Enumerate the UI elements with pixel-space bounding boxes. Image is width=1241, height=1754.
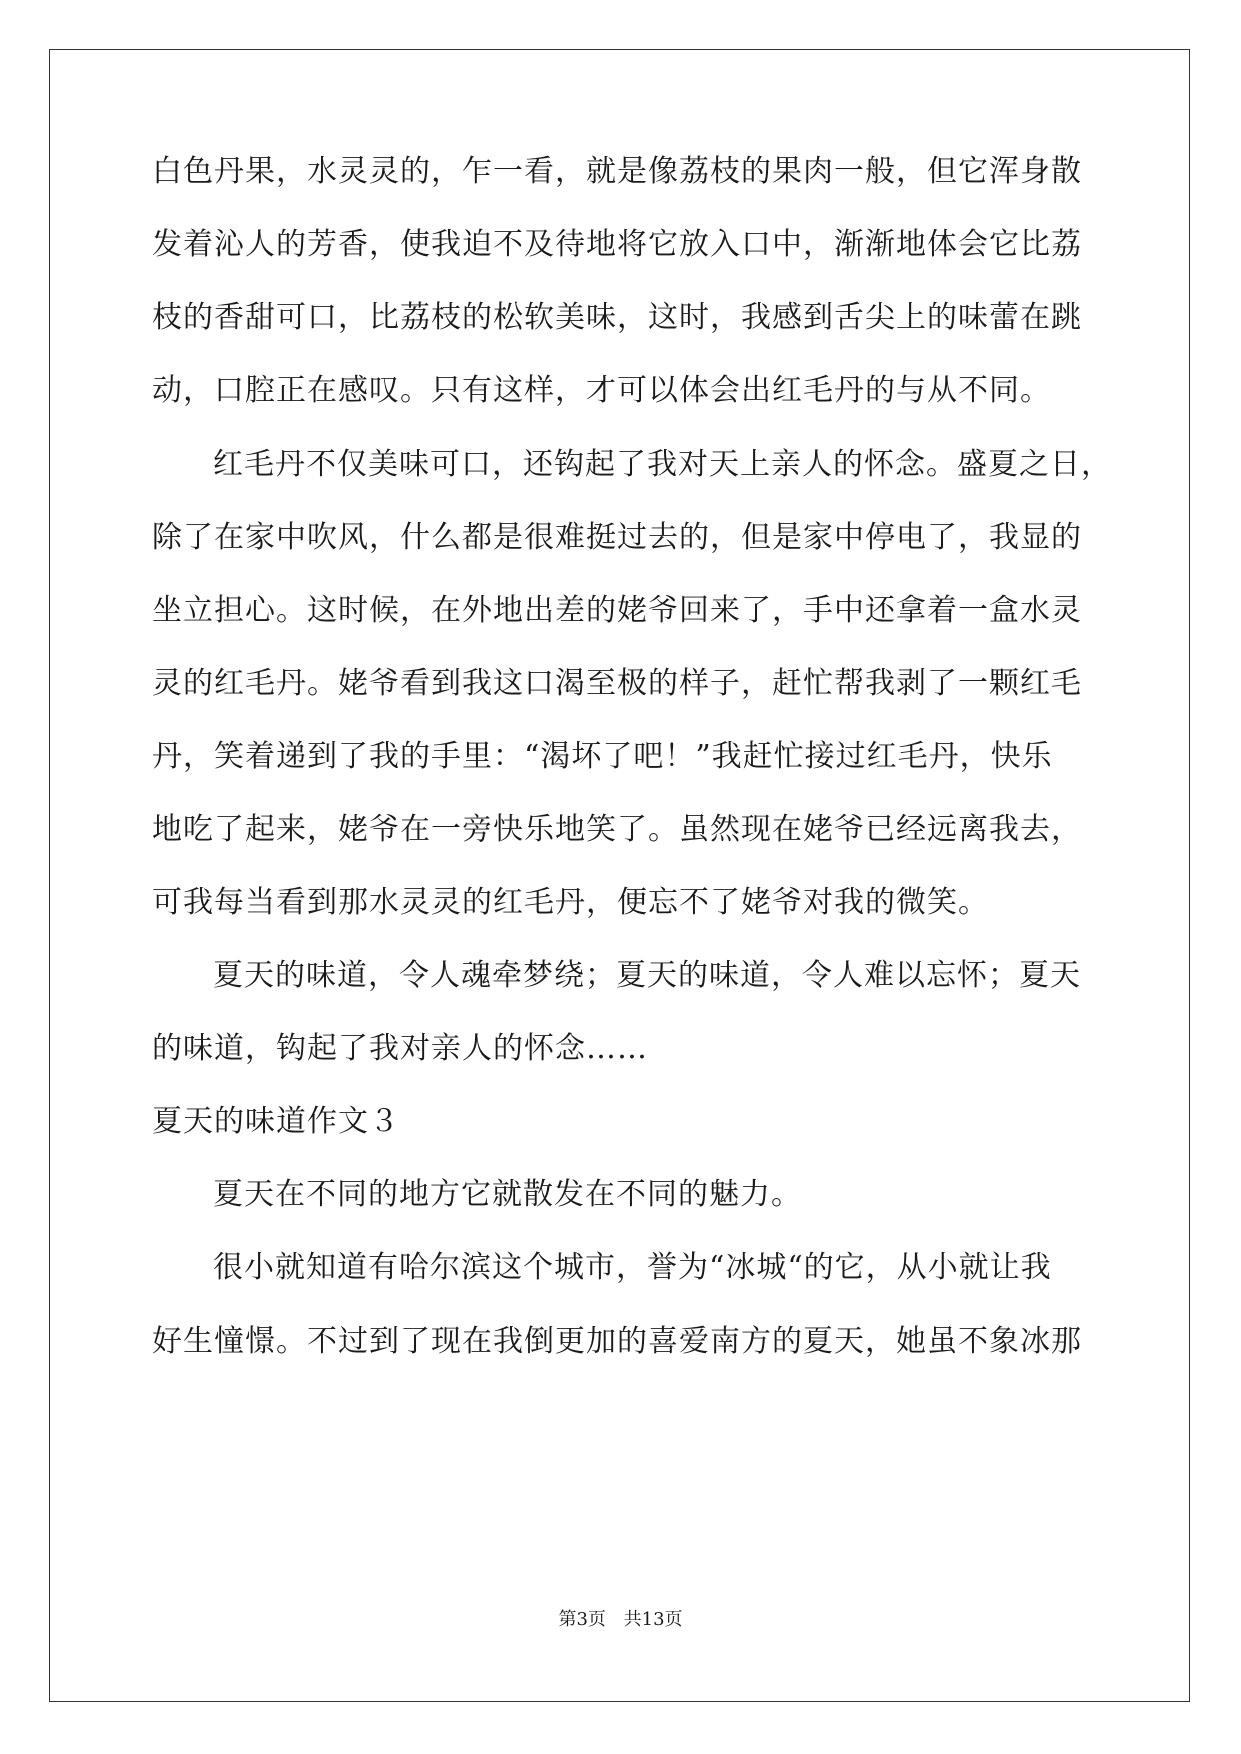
text-line: 夏天的味道，令人魂牵梦绕；夏天的味道，令人难以忘怀；夏天 [213, 958, 1081, 993]
text-line: 发着沁人的芳香，使我迫不及待地将它放入口中，渐渐地体会它比荔 [152, 227, 1082, 262]
page-total: 共13页 [623, 1609, 683, 1630]
text-line: 地吃了起来，姥爷在一旁快乐地笑了。虽然现在姥爷已经远离我去， [152, 812, 1082, 847]
text-line: 枝的香甜可口，比荔枝的松软美味，这时，我感到舌尖上的味蕾在跳 [152, 300, 1082, 335]
page-border [49, 49, 1190, 1702]
text-line: 动，口腔正在感叹。只有这样，才可以体会出红毛丹的与从不同。 [152, 373, 1051, 408]
text-line: 的味道，钩起了我对亲人的怀念…… [152, 1031, 648, 1066]
text-line: 好生憧憬。不过到了现在我倒更加的喜爱南方的夏天，她虽不象冰那 [152, 1324, 1082, 1359]
text-line: 很小就知道有哈尔滨这个城市，誉为“冰城“的它，从小就让我 [213, 1250, 1052, 1285]
text-line: 坐立担心。这时候，在外地出差的姥爷回来了，手中还拿着一盒水灵 [152, 593, 1082, 628]
section-heading: 夏天的味道作文３ [152, 1104, 400, 1139]
text-line: 夏天在不同的地方它就散发在不同的魅力。 [213, 1177, 802, 1212]
page-number: 第3页 [558, 1609, 606, 1630]
text-line: 除了在家中吹风，什么都是很难挺过去的，但是家中停电了，我显的 [152, 520, 1082, 555]
text-line: 红毛丹不仅美味可口，还钩起了我对天上亲人的怀念。盛夏之日， [213, 447, 1112, 482]
text-line: 丹，笑着递到了我的手里：“渴坏了吧！”我赶忙接过红毛丹，快乐 [152, 739, 1053, 774]
text-line: 灵的红毛丹。姥爷看到我这口渴至极的样子，赶忙帮我剥了一颗红毛 [152, 666, 1082, 701]
page-footer [0, 1608, 1241, 1632]
text-line: 可我每当看到那水灵灵的红毛丹，便忘不了姥爷对我的微笑。 [152, 885, 989, 920]
text-line: 白色丹果，水灵灵的，乍一看，就是像荔枝的果肉一般，但它浑身散 [152, 154, 1082, 189]
